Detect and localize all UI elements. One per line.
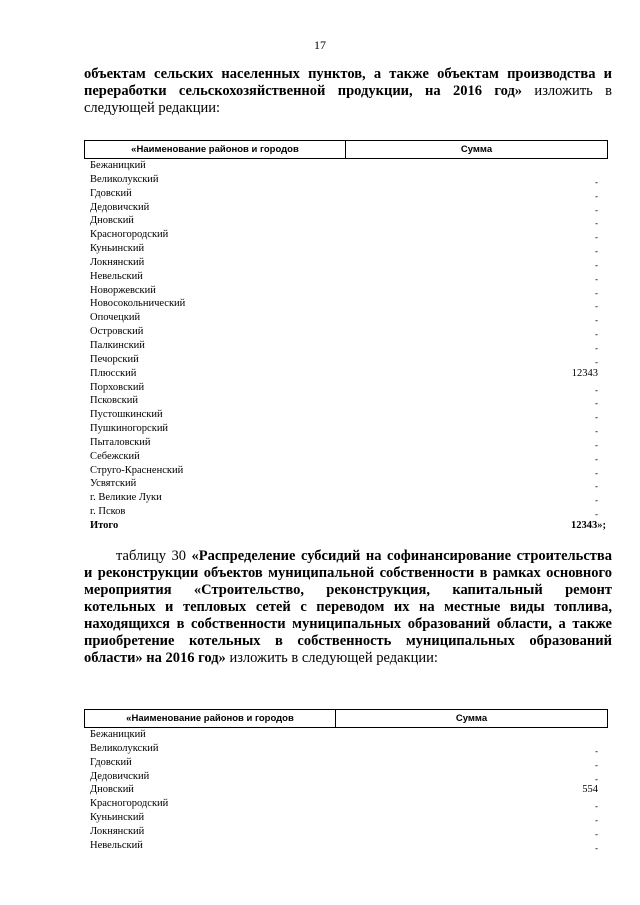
table-row — [84, 214, 608, 228]
row-value: - — [595, 439, 598, 450]
row-name: Псковский — [90, 395, 138, 407]
table-2 — [84, 709, 608, 853]
row-value: - — [595, 773, 598, 784]
table-row — [84, 256, 608, 270]
table-2-body — [84, 728, 608, 853]
row-value: - — [595, 815, 598, 826]
table-row — [84, 408, 608, 422]
table-row — [84, 825, 608, 839]
table-row — [84, 367, 608, 381]
table-row — [84, 394, 608, 408]
row-name: Красногородский — [90, 229, 169, 241]
row-value: - — [595, 495, 598, 506]
row-value: - — [595, 426, 598, 437]
table30-rest-text: изложить в следующей редакции: — [225, 650, 438, 666]
row-value: - — [595, 453, 598, 464]
row-name: Невельский — [90, 270, 143, 282]
table-row — [84, 797, 608, 811]
row-value: - — [595, 509, 598, 520]
table-row — [84, 839, 608, 853]
row-name: Бежаницкий — [90, 160, 146, 171]
table-2-header — [84, 709, 608, 728]
table-row — [84, 811, 608, 825]
row-name: Бежаницкий — [90, 729, 146, 740]
row-name: Порховский — [90, 381, 145, 393]
table-row — [84, 728, 608, 742]
table-row — [84, 770, 608, 784]
row-name: Усвятский — [90, 478, 137, 490]
table-row — [84, 228, 608, 242]
page-number: 17 — [314, 38, 326, 52]
row-name: Красногородский — [90, 798, 169, 810]
table-row — [84, 353, 608, 367]
table-1 — [84, 140, 608, 533]
row-value: - — [595, 828, 598, 839]
row-name: Дедовичский — [90, 770, 150, 782]
row-name: Локнянский — [90, 825, 145, 837]
row-name: Гдовский — [90, 756, 132, 768]
row-value: - — [595, 842, 598, 853]
table-1-header-sum: Сумма — [460, 144, 493, 155]
table30-lead-text: таблицу 30 — [116, 548, 192, 564]
table-1-header — [84, 140, 608, 159]
table-1-total-row — [84, 519, 608, 533]
row-name: Локнянский — [90, 256, 145, 268]
table-row — [84, 297, 608, 311]
table-1-body — [84, 159, 608, 519]
table-2-header-name: «Наименование районов и городов — [85, 710, 336, 727]
table-1-total-label: Итого — [90, 519, 119, 531]
row-value: - — [595, 412, 598, 423]
row-name: Опочецкий — [90, 312, 141, 324]
row-value: - — [595, 204, 598, 215]
row-name: г. Псков — [90, 506, 126, 518]
row-value: - — [595, 384, 598, 395]
row-name: Пыталовский — [90, 436, 151, 448]
table-row — [84, 311, 608, 325]
row-value: - — [595, 801, 598, 812]
row-name: Новосокольнический — [90, 298, 186, 310]
table-row — [84, 450, 608, 464]
row-name: Островский — [90, 326, 144, 338]
table-row — [84, 783, 608, 797]
row-name: Куньинский — [90, 243, 145, 255]
table-row — [84, 173, 608, 187]
table-row — [84, 325, 608, 339]
table-1-total-value: 12343»; — [571, 519, 606, 531]
table-row — [84, 742, 608, 756]
row-value: - — [595, 246, 598, 257]
table-row — [84, 505, 608, 519]
row-name: Палкинский — [90, 339, 145, 351]
row-name: Великолукский — [90, 173, 159, 185]
row-value: 554 — [582, 784, 598, 796]
table-row — [84, 201, 608, 215]
table-row — [84, 339, 608, 353]
row-value: - — [595, 301, 598, 312]
row-name: Печорский — [90, 353, 139, 365]
row-value: - — [595, 273, 598, 284]
table-row — [84, 284, 608, 298]
table-row — [84, 159, 608, 173]
table-row — [84, 477, 608, 491]
row-value: - — [595, 329, 598, 340]
row-value: - — [595, 287, 598, 298]
table-row — [84, 436, 608, 450]
row-name: Струго-Красненский — [90, 464, 184, 476]
row-value: - — [595, 356, 598, 367]
row-name: Себежский — [90, 450, 140, 462]
table-row — [84, 270, 608, 284]
row-value: - — [595, 342, 598, 353]
row-name: Гдовский — [90, 187, 132, 199]
row-value: - — [595, 190, 598, 201]
intro-bold-text: объектам сельских населенных пунктов, а также объектам производства и переработки сельскохозяйственной продукции, на 2016 год» — [84, 66, 612, 99]
row-name: Пушкиногорский — [90, 423, 169, 435]
row-value: - — [595, 481, 598, 492]
row-value: 12343 — [571, 367, 598, 379]
row-value: - — [595, 467, 598, 478]
table30-bold-text: «Распределение субсидий на софинансирование строительства и реконструкции объектов муниципальной собственности в рамках основного мероприятия «Строительство, реконструкция, капитальный ремонт котельных и тепловых сетей с переводом их на местные виды топлива, находящихся в собственности муниципальных образований области, а также приобретение котельных в собственность муниципальных образований области» на 2016 год» — [84, 548, 612, 666]
intro-paragraph — [84, 66, 612, 117]
row-name: Великолукский — [90, 742, 159, 754]
row-value: - — [595, 232, 598, 243]
table-row — [84, 242, 608, 256]
intro-rest-text: изложить в следующей редакции: — [84, 83, 612, 116]
table-row — [84, 422, 608, 436]
row-name: Невельский — [90, 839, 143, 851]
table-row — [84, 187, 608, 201]
row-name: Плюсский — [90, 367, 137, 379]
row-name: Дновский — [90, 784, 134, 796]
table-row — [84, 464, 608, 478]
row-name: Новоржевский — [90, 284, 156, 296]
row-value: - — [595, 759, 598, 770]
table-row — [84, 756, 608, 770]
table-row — [84, 381, 608, 395]
row-value: - — [595, 259, 598, 270]
table-row — [84, 491, 608, 505]
row-name: Дновский — [90, 215, 134, 227]
row-name: г. Великие Луки — [90, 492, 162, 504]
row-value: - — [595, 315, 598, 326]
table-1-header-name: «Наименование районов и городов — [85, 141, 346, 158]
row-value: - — [595, 398, 598, 409]
table-2-header-sum: Сумма — [455, 713, 488, 724]
table30-paragraph — [84, 548, 612, 667]
row-value: - — [595, 176, 598, 187]
row-value: - — [595, 218, 598, 229]
row-value: - — [595, 745, 598, 756]
row-name: Пустошкинский — [90, 409, 163, 421]
row-name: Куньинский — [90, 812, 145, 824]
row-name: Дедовичский — [90, 201, 150, 213]
